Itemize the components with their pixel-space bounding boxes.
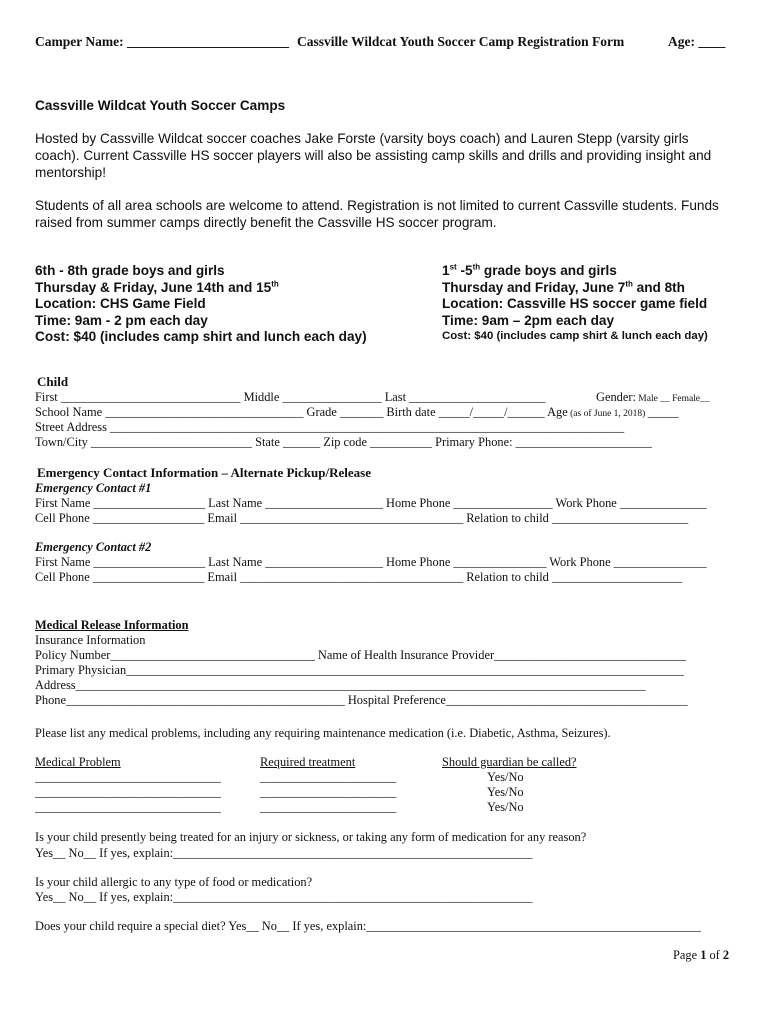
emergency-heading: Emergency Contact Information – Alternate Pickup/Release [37,465,371,480]
camp-right-grade: 1st -5th grade boys and girls [442,262,617,278]
child-gender-field[interactable]: Gender: Male __ Female__ [596,390,710,404]
age-field[interactable]: Age: ____ [668,34,726,49]
form-title: Cassville Wildcat Youth Soccer Camp Registration Form [297,34,625,49]
treatment-blank[interactable]: ______________________ [260,800,397,814]
policy-row[interactable]: Policy Number_________________________________ Name of Health Insurance Provider_______________________________ [35,648,687,662]
emergency-contact-2-row2[interactable]: Cell Phone __________________ Email ____________________________________ Relation to child _____________________ [35,570,683,584]
intro-paragraph-hosts: Hosted by Cassville Wildcat soccer coaches Jake Forste (varsity boys coach) and Lauren Stepp (varsity girls coach). Current Cassville HS soccer players will also be assisting camp skills and drills and providing insight and mentorship! [35,131,712,180]
answer-treatment[interactable]: Yes__ No__ If yes, explain:__________________________________________________________ [35,846,533,860]
address-row[interactable]: Address____________________________________________________________________________________________ [35,678,646,692]
emergency-contact-1-row2[interactable]: Cell Phone __________________ Email ____________________________________ Relation to child ______________________ [35,511,689,525]
camp-left-dates: Thursday & Friday, June 14th and 15th [35,279,279,295]
intro-paragraph-students: Students of all area schools are welcome to attend. Registration is not limited to current Cassville students. Funds raised from summer camps directly benefit the Cassville HS soccer program. [35,198,719,230]
emergency-contact-2-row1[interactable]: First Name __________________ Last Name ___________________ Home Phone _______________ Work Phone _______________ [35,555,707,569]
child-heading: Child [37,374,69,389]
guardian-yes-no[interactable]: Yes/No [487,800,524,814]
physician-row[interactable]: Primary Physician__________________________________________________________________________________________ [35,663,684,677]
camp-left-time: Time: 9am - 2 pm each day [35,313,208,328]
emergency-contact-1-row1[interactable]: First Name __________________ Last Name ___________________ Home Phone ________________ Work Phone ______________ [35,496,707,510]
col-medical-problem: Medical Problem [35,755,121,769]
problem-blank[interactable]: ______________________________ [35,800,221,814]
camp-right-dates: Thursday and Friday, June 7th and 8th [442,279,685,295]
camp-right-location: Location: Cassville HS soccer game field [442,296,708,311]
question-allergy: Is your child allergic to any type of food or medication? [35,875,313,889]
camp-left-grade: 6th - 8th grade boys and girls [35,263,225,278]
child-school-row[interactable]: School Name ________________________________ Grade _______ Birth date _____/_____/______ Age (as of June 1, 2018) _____ [35,405,679,419]
camper-name-field[interactable]: Camper Name: ________________________ [35,34,289,49]
guardian-yes-no[interactable]: Yes/No [487,770,524,784]
phone-row[interactable]: Phone_____________________________________________ Hospital Preference_______________________________________ [35,693,688,707]
question-treatment: Is your child presently being treated for an injury or sickness, or taking any form of medication for any reason? [35,830,587,844]
emergency-contact-2-title: Emergency Contact #2 [35,540,152,554]
treatment-blank[interactable]: ______________________ [260,770,397,784]
page-number: Page 1 of 2 [673,948,730,962]
child-name-row[interactable]: First _____________________________ Middle ________________ Last ______________________ [35,390,546,404]
problem-blank[interactable]: ______________________________ [35,770,221,784]
medical-heading: Medical Release Information [35,618,189,632]
problem-blank[interactable]: ______________________________ [35,785,221,799]
camp-right-time: Time: 9am – 2pm each day [442,313,615,328]
col-guardian-called: Should guardian be called? [442,755,577,769]
camp-left-location: Location: CHS Game Field [35,296,206,311]
emergency-contact-1-title: Emergency Contact #1 [35,481,152,495]
camp-right-cost: Cost: $40 (includes camp shirt & lunch each day) [442,330,708,342]
answer-allergy[interactable]: Yes__ No__ If yes, explain:__________________________________________________________ [35,890,533,904]
col-required-treatment: Required treatment [260,755,356,769]
guardian-yes-no[interactable]: Yes/No [487,785,524,799]
question-special-diet[interactable]: Does your child require a special diet? Yes__ No__ If yes, explain:______________________________________________________ [35,919,701,933]
medical-list-prompt: Please list any medical problems, including any requiring maintenance medication (i.e. Diabetic, Asthma, Seizures). [35,726,611,740]
child-address-row[interactable]: Street Address ___________________________________________________________________________________ [35,420,625,434]
treatment-blank[interactable]: ______________________ [260,785,397,799]
camp-left-cost: Cost: $40 (includes camp shirt and lunch each day) [35,329,367,344]
child-town-row[interactable]: Town/City __________________________ State ______ Zip code __________ Primary Phone: ______________________ [35,435,652,449]
intro-heading: Cassville Wildcat Youth Soccer Camps [35,98,286,113]
insurance-label: Insurance Information [35,633,146,647]
